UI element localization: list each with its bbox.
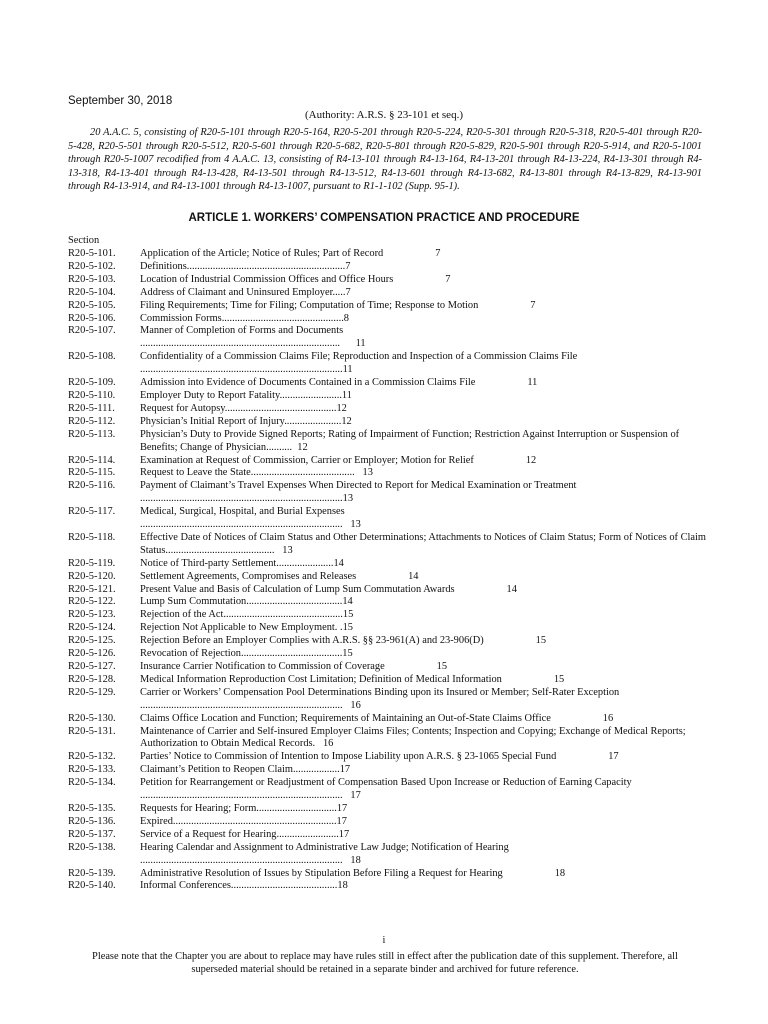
toc-entry	[68, 609, 708, 622]
toc-section-title: Definitions.............................................................7	[140, 260, 351, 272]
toc-section-number: R20-5-133.	[68, 764, 116, 776]
toc-section-title: Payment of Claimant’s Travel Expenses When Directed to Report for Medical Examination or Treatment ..............................................................................13	[140, 480, 577, 505]
toc-section-title: Revocation of Rejection.......................................15	[140, 648, 353, 660]
toc-section-number: R20-5-112.	[68, 415, 116, 427]
toc-entry	[68, 648, 708, 661]
toc-entry	[68, 480, 708, 506]
toc-entry	[68, 674, 708, 687]
toc-entry	[68, 261, 708, 274]
toc-section-title: Maintenance of Carrier and Self-insured Employer Claims Files; Contents; Inspection and Copying; Exchange of Medical Reports; Authorization to Obtain Medical Records. 16	[140, 725, 688, 750]
toc-section-title: Informal Conferences.........................................18	[140, 880, 348, 892]
toc-section-title: Request for Autopsy...........................................12	[140, 402, 347, 414]
toc-section-number: R20-5-125.	[68, 635, 116, 647]
publication-date: September 30, 2018	[68, 95, 173, 107]
toc-entry	[68, 429, 708, 455]
toc-section-title: Present Value and Basis of Calculation of Lump Sum Commutation Awards 14	[140, 583, 517, 595]
toc-section-number: R20-5-135.	[68, 802, 116, 814]
toc-section-number: R20-5-116.	[68, 480, 116, 492]
toc-entry	[68, 596, 708, 609]
toc-section-title: Carrier or Workers’ Compensation Pool Determinations Binding upon its Insured or Member; Self-Rater Exception .............................................................................. 16	[140, 686, 620, 711]
toc-entry	[68, 764, 708, 777]
toc-section-number: R20-5-104.	[68, 286, 116, 298]
toc-entry	[68, 842, 708, 868]
toc-section-title: Location of Industrial Commission Offices and Office Hours 7	[140, 273, 451, 285]
toc-entry	[68, 467, 708, 480]
toc-section-number: R20-5-109.	[68, 377, 116, 389]
toc-section-title: Notice of Third-party Settlement......................14	[140, 557, 344, 569]
toc-section-title: Claimant’s Petition to Reopen Claim..................17	[140, 764, 351, 776]
table-of-contents	[68, 248, 708, 893]
toc-section-title: Manner of Completion of Forms and Documents ............................................................................. 11	[140, 325, 366, 350]
intro-paragraph: 20 A.A.C. 5, consisting of R20-5-101 through R20-5-164, R20-5-201 through R20-5-224, R20-5-301 through R20-5-318, R20-5-401 through R20-5-428, R20-5-501 through R20-5-512, R20-5-601 through R20-5-682, R20-5-801 through R20-5-829, R20-5-901 through R20-5-914, and R20-5-1001 through R20-5-1007 recodified from 4 A.A.C. 13, consisting of R4-13-101 through R4-13-164, R4-13-201 through R4-13-224, R4-13-301 through R4-13-318, R4-13-401 through R4-13-428, R4-13-501 through R4-13-512, R4-13-601 through R4-13-682, R4-13-801 through R4-13-829, R4-13-901 through R4-13-914, and R4-13-1001 through R4-13-1007, pursuant to R1-1-102 (Supp. 95-1).	[68, 127, 702, 192]
toc-section-number: R20-5-124.	[68, 622, 116, 634]
toc-section-title: Admission into Evidence of Documents Contained in a Commission Claims File 11	[140, 377, 538, 389]
toc-entry	[68, 584, 708, 597]
toc-section-number: R20-5-103.	[68, 273, 116, 285]
toc-section-number: R20-5-127.	[68, 661, 116, 672]
toc-entry	[68, 300, 708, 313]
toc-section-title: Physician’s Duty to Provide Signed Reports; Rating of Impairment of Function; Restriction Against Interruption or Suspension of Benefits; Change of Physician.......... 12	[140, 428, 682, 453]
toc-entry	[68, 751, 708, 764]
toc-section-number: R20-5-132.	[68, 751, 116, 763]
toc-entry	[68, 687, 708, 713]
toc-section-number: R20-5-130.	[68, 712, 116, 724]
toc-section-title: Expired...............................................................17	[140, 815, 347, 827]
toc-entry	[68, 777, 708, 803]
toc-section-title: Examination at Request of Commission, Carrier or Employer; Motion for Relief 12	[140, 454, 537, 466]
toc-section-number: R20-5-138.	[68, 841, 116, 853]
toc-section-number: R20-5-105.	[68, 299, 116, 311]
toc-section-number: R20-5-113.	[68, 428, 116, 440]
toc-entry	[68, 880, 708, 893]
toc-section-title: Physician’s Initial Report of Injury......................12	[140, 415, 352, 427]
toc-section-title: Administrative Resolution of Issues by Stipulation Before Filing a Request for Hearing 18	[140, 867, 566, 879]
toc-section-number: R20-5-115.	[68, 467, 116, 479]
toc-section-title: Rejection Before an Employer Complies with A.R.S. §§ 23-961(A) and 23-906(D) 15	[140, 635, 547, 647]
page-folio: i	[382, 935, 386, 946]
authority-line: (Authority: A.R.S. § 23-101 et seq.)	[305, 109, 463, 121]
toc-entry	[68, 351, 708, 377]
toc-section-number: R20-5-121.	[68, 583, 116, 595]
section-label: Section	[68, 235, 100, 246]
toc-section-title: Confidentiality of a Commission Claims File; Reproduction and Inspection of a Commission Claims File ..............................................................................11	[140, 351, 578, 376]
toc-section-number: R20-5-123.	[68, 609, 116, 621]
toc-entry	[68, 455, 708, 468]
toc-entry	[68, 506, 708, 532]
toc-section-title: Request to Leave the State........................................ 13	[140, 467, 373, 479]
toc-section-number: R20-5-110.	[68, 389, 116, 401]
toc-entry	[68, 558, 708, 571]
toc-section-number: R20-5-139.	[68, 867, 116, 879]
toc-section-number: R20-5-111.	[68, 402, 115, 414]
toc-entry	[68, 287, 708, 300]
toc-entry	[68, 726, 708, 752]
toc-section-title: Parties’ Notice to Commission of Intention to Impose Liability upon A.R.S. § 23-1065 Special Fund 17	[140, 751, 619, 763]
toc-section-number: R20-5-118.	[68, 531, 116, 543]
toc-section-title: Hearing Calendar and Assignment to Administrative Law Judge; Notification of Hearing .............................................................................. 18	[140, 841, 509, 866]
toc-section-number: R20-5-102.	[68, 260, 116, 272]
toc-section-number: R20-5-140.	[68, 880, 116, 892]
toc-section-number: R20-5-128.	[68, 673, 116, 685]
toc-entry	[68, 816, 708, 829]
toc-section-title: Requests for Hearing; Form...............................17	[140, 802, 348, 814]
toc-section-title: Effective Date of Notices of Claim Status and Other Determinations; Attachments to Notices of Claim Status; Form of Notices of Claim Status.......................................... 13	[140, 531, 709, 556]
toc-section-number: R20-5-122.	[68, 596, 116, 608]
toc-section-number: R20-5-106.	[68, 312, 116, 324]
toc-section-title: Claims Office Location and Function; Requirements of Maintaining an Out-of-State Claims Office 16	[140, 712, 614, 724]
toc-section-title: Service of a Request for Hearing........................17	[140, 828, 350, 840]
toc-entry	[68, 248, 708, 261]
toc-entry	[68, 713, 708, 726]
article-heading: ARTICLE 1. WORKERS’ COMPENSATION PRACTICE AND PROCEDURE	[188, 212, 580, 224]
toc-section-title: Lump Sum Commutation.....................................14	[140, 596, 353, 608]
toc-entry	[68, 313, 708, 326]
supersede-note: Please note that the Chapter you are about to replace may have rules still in effect after the publication date of this supplement. Therefore, all superseded material should be retained in a separate binder and archived for future reference.	[92, 951, 678, 975]
toc-section-title: Insurance Carrier Notification to Commission of Coverage 15	[140, 661, 448, 672]
toc-entry	[68, 403, 708, 416]
toc-section-number: R20-5-136.	[68, 815, 116, 827]
toc-section-title: Address of Claimant and Uninsured Employer.....7	[140, 286, 351, 298]
toc-section-number: R20-5-131.	[68, 725, 116, 737]
toc-section-number: R20-5-101.	[68, 248, 116, 259]
toc-entry	[68, 571, 708, 584]
toc-section-number: R20-5-129.	[68, 686, 116, 698]
toc-entry	[68, 532, 708, 558]
toc-section-title: Employer Duty to Report Fatality........................11	[140, 389, 352, 401]
toc-section-number: R20-5-117.	[68, 506, 116, 518]
toc-entry	[68, 635, 708, 648]
toc-entry	[68, 325, 708, 351]
toc-section-title: Petition for Rearrangement or Readjustment of Compensation Based Upon Increase or Reduction of Earning Capacity .............................................................................. 17	[140, 777, 632, 802]
toc-entry	[68, 829, 708, 842]
toc-section-number: R20-5-134.	[68, 777, 116, 789]
toc-section-number: R20-5-114.	[68, 454, 116, 466]
toc-entry	[68, 377, 708, 390]
toc-section-title: Application of the Article; Notice of Rules; Part of Record 7	[140, 248, 441, 259]
toc-section-title: Settlement Agreements, Compromises and Releases 14	[140, 570, 419, 582]
toc-entry	[68, 390, 708, 403]
toc-section-number: R20-5-137.	[68, 828, 116, 840]
toc-section-title: Medical Information Reproduction Cost Limitation; Definition of Medical Information 15	[140, 673, 565, 685]
toc-section-number: R20-5-119.	[68, 557, 116, 569]
toc-entry	[68, 274, 708, 287]
toc-section-title: Rejection of the Act..............................................15	[140, 609, 354, 621]
toc-entry	[68, 868, 708, 881]
toc-section-title: Filing Requirements; Time for Filing; Computation of Time; Response to Motion 7	[140, 299, 536, 311]
toc-section-number: R20-5-107.	[68, 325, 116, 337]
toc-section-number: R20-5-108.	[68, 351, 116, 363]
toc-entry	[68, 803, 708, 816]
toc-section-number: R20-5-126.	[68, 648, 116, 660]
toc-section-title: Commission Forms...............................................8	[140, 312, 349, 324]
toc-entry	[68, 416, 708, 429]
toc-section-title: Medical, Surgical, Hospital, and Burial Expenses .............................................................................. 13	[140, 506, 361, 531]
toc-entry	[68, 622, 708, 635]
toc-entry	[68, 661, 708, 674]
toc-section-title: Rejection Not Applicable to New Employment. .15	[140, 622, 353, 634]
toc-section-number: R20-5-120.	[68, 570, 116, 582]
